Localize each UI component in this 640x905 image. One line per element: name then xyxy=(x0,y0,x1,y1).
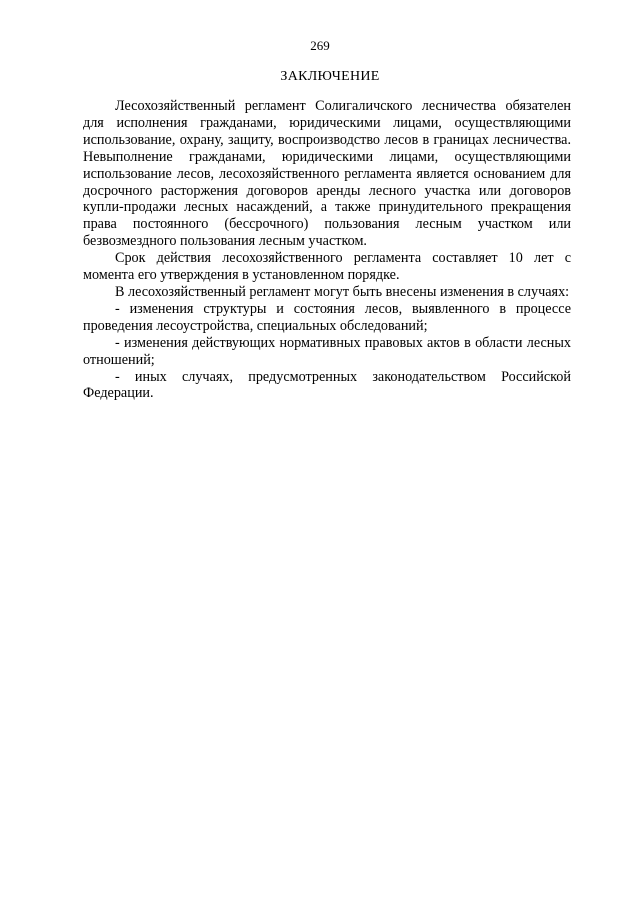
paragraph-validity-period: Срок действия лесохозяйственного регламента составляет 10 лет с момента его утверждения в установленном порядке. xyxy=(83,250,571,284)
section-title: ЗАКЛЮЧЕНИЕ xyxy=(280,69,380,84)
list-item-legal-acts: - изменения действующих нормативных правовых актов в области лесных отношений; xyxy=(83,334,571,368)
list-item-forest-structure: - изменения структуры и состояния лесов, выявленного в процессе проведения лесоустройства, специальных обследований; xyxy=(83,300,571,334)
document-body xyxy=(83,98,571,402)
paragraph-amendments-intro: В лесохозяйственный регламент могут быть внесены изменения в случаях: xyxy=(115,283,570,300)
page-number: 269 xyxy=(310,38,330,53)
list-item-other-cases: - иных случаях, предусмотренных законодательством Российской Федерации. xyxy=(83,368,571,402)
paragraph-regulation-binding: Лесохозяйственный регламент Солигаличского лесничества обязателен для исполнения гражданами, юридическими лицами, осуществляющими использование, охрану, защиту, воспроизводство лесов в границах лесничества. Невыполнение гражданами, юридическими лицами, осуществляющими использование лесов, лесохозяйственного регламента является основанием для досрочного расторжения договоров аренды лесного участка или договоров купли-продажи лесных насаждений, а также принудительного прекращения права постоянного (бессрочного) пользования лесным участком или безвозмездного пользования лесным участком. xyxy=(83,98,571,250)
